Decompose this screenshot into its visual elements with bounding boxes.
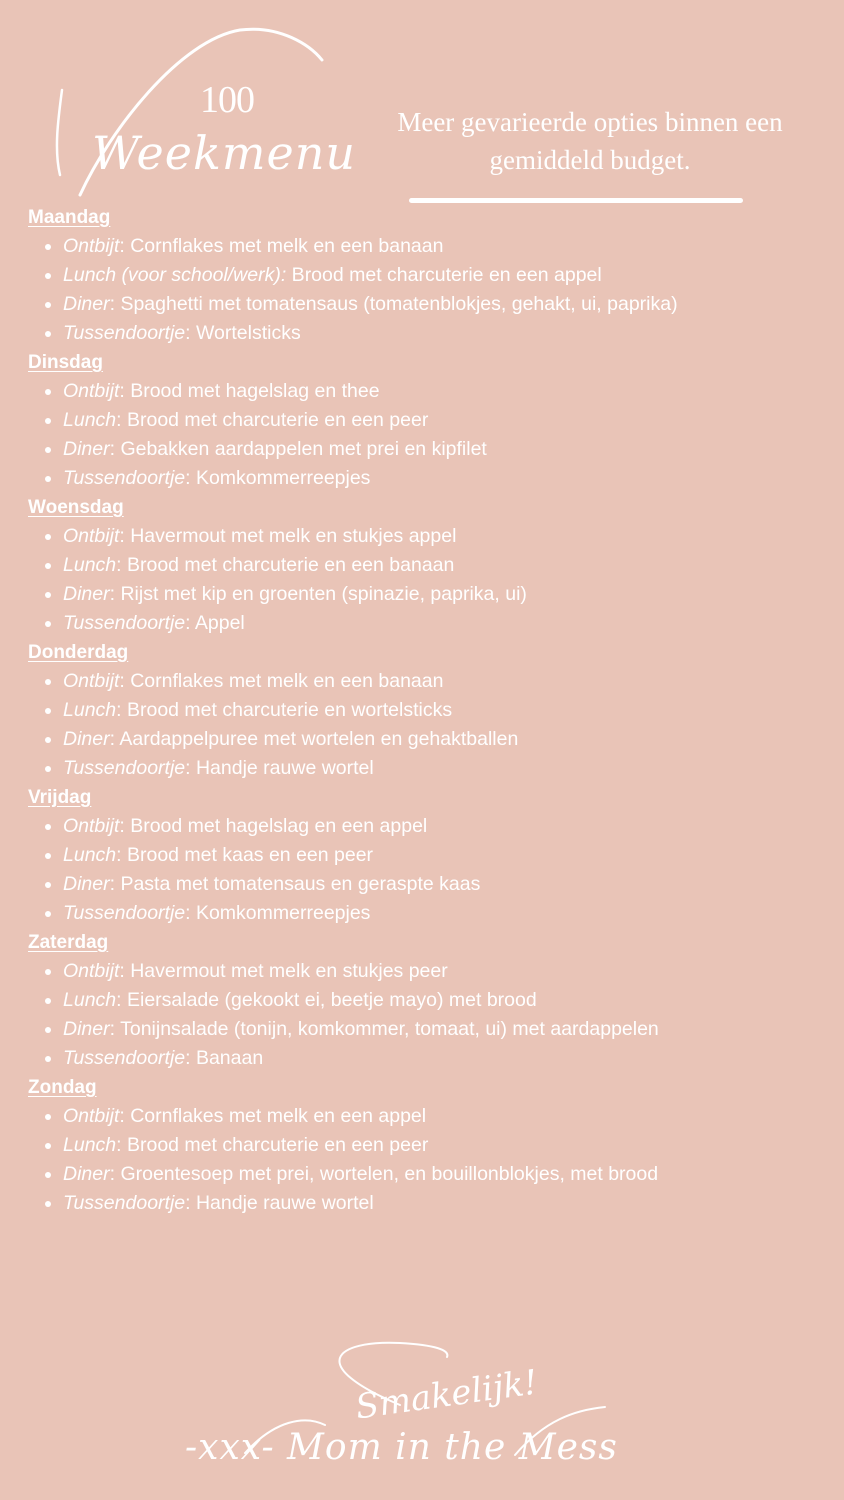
meal-label: Tussendoortje (63, 1047, 186, 1069)
meal-description: : Brood met hagelslag en thee (119, 380, 380, 402)
meal-description: : Appel (185, 612, 245, 634)
bullet-icon (45, 447, 51, 453)
meal-label: Tussendoortje (63, 757, 186, 779)
bullet-icon (45, 621, 51, 627)
meal-description: : Komkommerreepjes (185, 467, 371, 489)
meal-description: : Brood met charcuterie en wortelsticks (116, 699, 453, 721)
meal-label: Diner (63, 873, 110, 895)
meal-description: : Cornflakes met melk en een appel (119, 1105, 427, 1127)
meal-label: Lunch (63, 409, 117, 431)
meal-item (28, 551, 828, 580)
meal-description: : Cornflakes met melk en een banaan (119, 235, 444, 257)
meal-label: Tussendoortje (63, 322, 186, 344)
meal-list (28, 667, 828, 783)
logo-title: Weekmenu (92, 126, 356, 180)
meal-label: Diner (63, 583, 110, 605)
bullet-icon (45, 969, 51, 975)
bullet-icon (45, 911, 51, 917)
meal-label: Ontbijt (63, 380, 120, 402)
meal-item (28, 899, 828, 928)
meal-list (28, 522, 828, 638)
meal-description: : Cornflakes met melk en een banaan (119, 670, 444, 692)
meal-description: : Tonijnsalade (tonijn, komkommer, tomaat, ui) met aardappelen (109, 1018, 659, 1040)
bullet-icon (45, 998, 51, 1004)
meal-item (28, 1044, 828, 1073)
bullet-icon (45, 563, 51, 569)
meal-item (28, 696, 828, 725)
meal-label: Tussendoortje (63, 467, 186, 489)
week-menu (28, 203, 828, 1218)
meal-item (28, 319, 828, 348)
meal-item (28, 870, 828, 899)
meal-item (28, 754, 828, 783)
meal-label: Tussendoortje (63, 902, 186, 924)
bullet-icon (45, 708, 51, 714)
meal-item (28, 812, 828, 841)
meal-description: Brood met charcuterie en een appel (286, 264, 602, 286)
bullet-icon (45, 418, 51, 424)
signature-name: -xxx- Mom in the Mess (185, 1427, 618, 1468)
meal-label: Diner (63, 728, 110, 750)
bullet-icon (45, 853, 51, 859)
meal-label: Ontbijt (63, 670, 120, 692)
meal-label: Diner (63, 293, 110, 315)
meal-label: Lunch (63, 1134, 117, 1156)
footer-signature (185, 1335, 655, 1495)
meal-description: : Handje rauwe wortel (185, 1192, 374, 1214)
meal-label: Diner (63, 1163, 110, 1185)
meal-label: Diner (63, 1018, 110, 1040)
day-section (28, 203, 828, 348)
meal-label: Ontbijt (63, 960, 120, 982)
bullet-icon (45, 737, 51, 743)
bullet-icon (45, 766, 51, 772)
meal-description: : Pasta met tomatensaus en geraspte kaas (109, 873, 481, 895)
meal-label: Lunch (63, 989, 117, 1011)
meal-item (28, 522, 828, 551)
day-section (28, 348, 828, 493)
meal-list (28, 812, 828, 928)
tagline: Meer gevarieerde opties binnen een gemiddeld budget. (397, 107, 783, 175)
meal-item (28, 1189, 828, 1218)
meal-description: : Brood met charcuterie en een banaan (116, 554, 455, 576)
meal-item (28, 435, 828, 464)
meal-description: : Wortelsticks (185, 322, 301, 344)
bullet-icon (45, 476, 51, 482)
bullet-icon (45, 273, 51, 279)
meal-label: Ontbijt (63, 1105, 120, 1127)
meal-description: : Brood met kaas en een peer (116, 844, 374, 866)
day-title: Zondag (28, 1077, 97, 1098)
meal-description: : Rijst met kip en groenten (spinazie, paprika, ui) (109, 583, 527, 605)
meal-description: : Brood met charcuterie en een peer (116, 1134, 429, 1156)
meal-item (28, 406, 828, 435)
bullet-icon (45, 534, 51, 540)
meal-item (28, 1015, 828, 1044)
meal-label: Lunch (63, 699, 117, 721)
meal-description: : Banaan (185, 1047, 264, 1069)
meal-label: Ontbijt (63, 235, 120, 257)
meal-description: : Komkommerreepjes (185, 902, 371, 924)
bullet-icon (45, 882, 51, 888)
meal-item (28, 609, 828, 638)
meal-description: : Spaghetti met tomatensaus (tomatenblokjes, gehakt, ui, paprika) (109, 293, 678, 315)
day-title: Zaterdag (28, 932, 109, 953)
meal-item (28, 232, 828, 261)
meal-list (28, 957, 828, 1073)
logo-swash-icon (40, 20, 340, 210)
bullet-icon (45, 1114, 51, 1120)
meal-description: : Handje rauwe wortel (185, 757, 374, 779)
day-section (28, 783, 828, 928)
day-title: Dinsdag (28, 352, 103, 373)
meal-description: : Gebakken aardappelen met prei en kipfilet (109, 438, 487, 460)
meal-list (28, 377, 828, 493)
bullet-icon (45, 1172, 51, 1178)
meal-description: : Brood met charcuterie en een peer (116, 409, 429, 431)
meal-label: Lunch (63, 844, 117, 866)
meal-label: Tussendoortje (63, 612, 186, 634)
bullet-icon (45, 824, 51, 830)
bullet-icon (45, 1143, 51, 1149)
meal-list (28, 232, 828, 348)
meal-item (28, 1131, 828, 1160)
meal-item (28, 377, 828, 406)
day-title: Donderdag (28, 642, 129, 663)
meal-description: : Eiersalade (gekookt ei, beetje mayo) met brood (116, 989, 537, 1011)
meal-description: : Havermout met melk en stukjes peer (119, 960, 448, 982)
meal-item (28, 667, 828, 696)
day-section (28, 493, 828, 638)
meal-item (28, 290, 828, 319)
day-section (28, 928, 828, 1073)
meal-description: : Aardappelpuree met wortelen en gehaktballen (109, 728, 519, 750)
meal-item (28, 1102, 828, 1131)
meal-description: : Havermout met melk en stukjes appel (119, 525, 457, 547)
bullet-icon (45, 244, 51, 250)
meal-item (28, 957, 828, 986)
meal-label: Ontbijt (63, 815, 120, 837)
meal-description: : Brood met hagelslag en een appel (119, 815, 428, 837)
meal-item (28, 1160, 828, 1189)
meal-label: Diner (63, 438, 110, 460)
day-title: Maandag (28, 207, 111, 228)
meal-item (28, 725, 828, 754)
meal-item (28, 986, 828, 1015)
bullet-icon (45, 679, 51, 685)
bullet-icon (45, 389, 51, 395)
meal-label: Tussendoortje (63, 1192, 186, 1214)
weekmenu-logo (40, 20, 356, 210)
meal-item (28, 464, 828, 493)
meal-label: Ontbijt (63, 525, 120, 547)
meal-item (28, 261, 828, 290)
meal-label: Lunch (voor school/werk): (63, 264, 287, 286)
meal-item (28, 580, 828, 609)
bullet-icon (45, 592, 51, 598)
bullet-icon (45, 1027, 51, 1033)
day-title: Vrijdag (28, 787, 92, 808)
bullet-icon (45, 302, 51, 308)
meal-item (28, 841, 828, 870)
meal-label: Lunch (63, 554, 117, 576)
signature-greeting: Smakelijk! (353, 1362, 540, 1428)
bullet-icon (45, 331, 51, 337)
logo-number: 100 (200, 79, 254, 121)
day-title: Woensdag (28, 497, 124, 518)
bullet-icon (45, 1056, 51, 1062)
day-section (28, 638, 828, 783)
meal-description: : Groentesoep met prei, wortelen, en bouillonblokjes, met brood (109, 1163, 659, 1185)
bullet-icon (45, 1201, 51, 1207)
meal-list (28, 1102, 828, 1218)
day-section (28, 1073, 828, 1218)
